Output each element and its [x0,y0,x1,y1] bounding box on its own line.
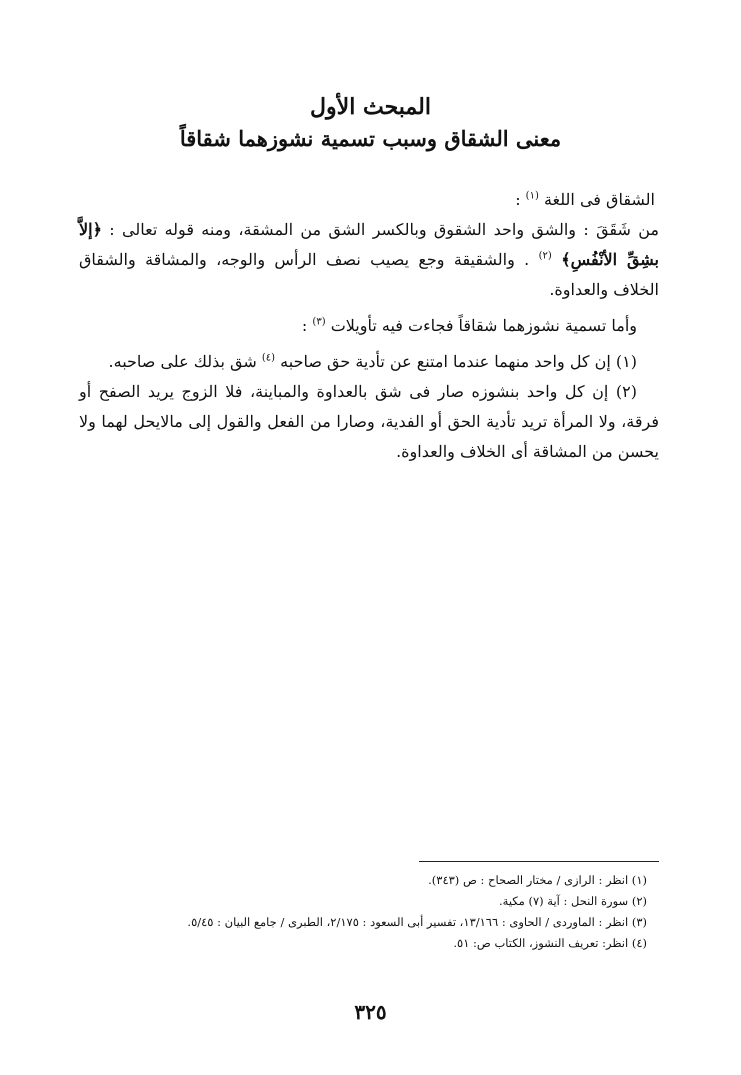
footnote-3: (٣) انظر : الماوردى / الحاوى : ١٣/١٦٦، تفسير أبى السعود : ٢/١٧٥، الطبرى / جامع البيان : ٥/٤٥. [187,915,647,929]
interpretation-1-text: (١) إن كل واحد منهما عندما امتنع عن تأدية حق صاحبه [280,352,637,371]
footnote-1: (١) انظر : الرازى / مختار الصحاح : ص (٣٤٣). [428,873,647,887]
body-text [79,185,659,467]
footnote-2: (٢) سورة النحل : آية (٧) مكية. [499,894,647,908]
definition-continuation: . والشقيقة وجع يصيب نصف الرأس والوجه، والمشاقة والشقاق الخلاف والعداوة. [79,250,659,299]
section-subtitle: معنى الشقاق وسبب تسمية نشوزهما شقاقاً [179,126,562,151]
footnote-divider [419,861,659,862]
footnote-ref-1[interactable]: (١) [525,190,539,202]
interpretation-1-tail: شق بذلك على صاحبه. [108,352,257,371]
footnote-ref-4[interactable]: (٤) [261,352,276,364]
interpretations-text: وأما تسمية نشوزهما شقاقاً فجاءت فيه تأويلات [330,316,637,335]
paragraph-definition [79,215,659,305]
language-heading-text: الشقاق فى اللغة [543,190,655,209]
footnote-ref-3[interactable]: (٣) [312,316,326,328]
paragraph-interpretation-1 [79,347,659,377]
page-number: ٣٢٥ [354,1000,387,1024]
interpretations-colon: : [301,316,308,335]
footnote-4: (٤) انظر: تعريف النشوز، الكتاب ص: ٥١. [453,936,647,950]
section-title: المبحث الأول [310,94,431,120]
language-heading [79,185,659,215]
definition-text: من شَقَقَ : والشق واحد الشقوق وبالكسر الشق من المشقة، ومنه قوله تعالى : [109,220,660,239]
footnotes [87,870,647,954]
paragraph-interpretations [79,311,659,341]
paragraph-interpretation-2: (٢) إن كل واحد بنشوزه صار فى شق بالعداوة والمباينة، فلا الزوج يريد الصفح أو فرقة، ولا المرأة تريد تأدية الحق أو الفدية، وصارا من الفعل والقول إلى مالايحل لهما ولا يحسن من المشاقة أى الخلاف والعداوة. [79,382,660,461]
footnote-ref-2[interactable]: (٢) [538,250,552,262]
language-heading-colon: : [515,190,521,209]
quran-verse: ﴿إلاَّ بشِقِّ الأنْفُسِ﴾ [79,220,660,269]
